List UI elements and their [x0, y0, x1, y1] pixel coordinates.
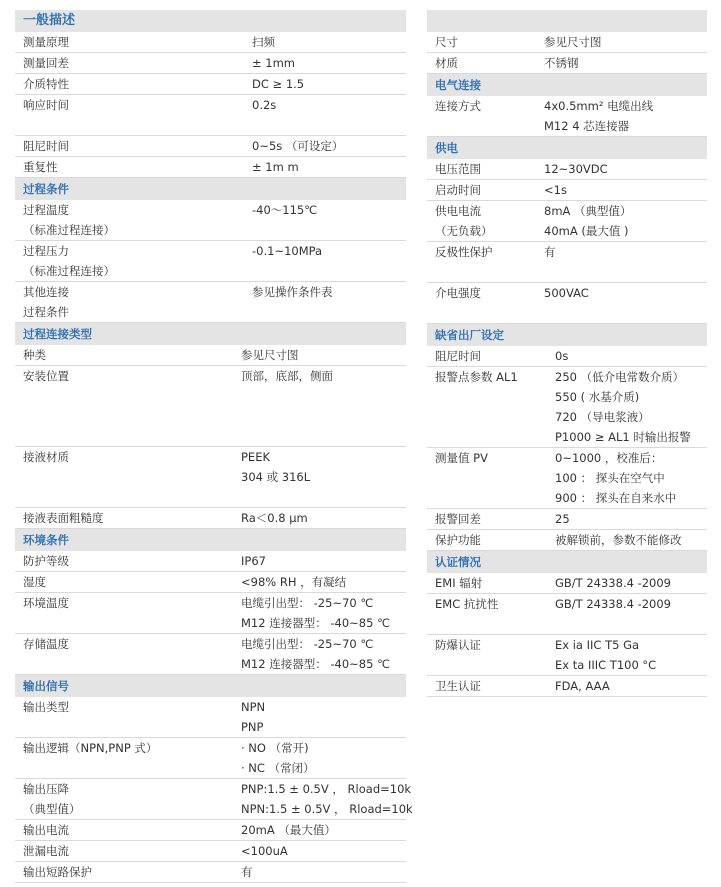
spec-line: [15, 634, 406, 654]
spec-line: [15, 779, 412, 799]
spec-value: Ex ia IIC T5 Ga: [555, 638, 640, 652]
spec-line: [15, 115, 406, 135]
spec-line: [15, 32, 406, 52]
spec-value: <1s: [544, 183, 567, 197]
spec-label: 防爆认证: [435, 638, 481, 652]
spec-line: [427, 367, 707, 387]
spec-line: [15, 613, 406, 633]
spec-label: 安装位置: [23, 369, 69, 383]
spec-value: 0~1000 ，校准后：: [555, 451, 663, 465]
spec-value: 20mA （最大值）: [241, 823, 336, 837]
spec-label: 保护功能: [435, 533, 481, 547]
spec-label: 报警点参数 AL1: [435, 370, 518, 384]
spec-row: [15, 841, 406, 862]
section-header: 过程连接类型: [15, 323, 406, 345]
spec-value: 720 （导电浆液）: [555, 410, 650, 424]
spec-row: [427, 32, 707, 53]
spec-line: [15, 467, 406, 487]
spec-label: 输出压降: [23, 782, 69, 796]
spec-value: 不锈钢: [544, 56, 579, 70]
spec-line: [427, 96, 707, 116]
spec-value: 8mA （典型值）: [544, 204, 632, 218]
spec-label: 报警回差: [435, 512, 481, 526]
spec-value: 4x0.5mm² 电缆出线: [544, 99, 654, 113]
spec-row: [15, 572, 406, 593]
spec-line: [427, 676, 707, 696]
spec-row: [427, 159, 707, 180]
spec-line: [15, 386, 406, 406]
spec-line: [15, 282, 406, 302]
spec-value: 电缆引出型： -25~70 ℃: [241, 637, 374, 651]
spec-section: [427, 137, 707, 324]
spec-value: 550 ( 水基介质): [555, 390, 640, 404]
spec-line: [427, 221, 707, 241]
spec-row: [15, 282, 406, 323]
spec-label: 供电电流: [435, 204, 481, 218]
spec-label: EMI 辐射: [435, 576, 483, 590]
spec-label: （无负载）: [435, 224, 493, 238]
spec-value: 100 ： 探头在空气中: [555, 471, 665, 485]
spec-value: -40～115℃: [252, 203, 318, 217]
spec-line: [15, 200, 406, 220]
spec-label: 湿度: [23, 575, 46, 589]
spec-label: 输出逻辑（NPN,PNP 式）: [23, 741, 158, 755]
spec-line: [15, 654, 406, 674]
section-header: 环境条件: [15, 529, 406, 551]
spec-label: 介质特性: [23, 77, 69, 91]
spec-row: [427, 242, 707, 283]
spec-row: [15, 779, 413, 820]
spec-row: [427, 53, 707, 74]
spec-section: [427, 10, 707, 74]
spec-row: [427, 509, 707, 530]
spec-section: [427, 74, 707, 137]
section-header: 输出信号: [15, 675, 406, 697]
spec-value: 扫频: [252, 35, 275, 49]
spec-row: [15, 551, 406, 572]
section-header: [427, 10, 707, 32]
spec-line: [15, 508, 406, 528]
spec-value: 900 ： 探头在自来水中: [555, 491, 677, 505]
spec-row: [427, 346, 707, 367]
spec-row: [15, 366, 406, 447]
spec-section: [427, 324, 707, 551]
spec-value: 电缆引出型： -25~70 ℃: [241, 596, 374, 610]
spec-value: 有: [544, 245, 556, 259]
spec-value: 25: [555, 512, 570, 526]
spec-row: [15, 738, 406, 779]
left-spec-column: [15, 10, 413, 883]
spec-label: EMC 抗扰性: [435, 597, 499, 611]
spec-line: [15, 366, 406, 386]
spec-line: [427, 32, 707, 52]
spec-value: 12~30VDC: [544, 162, 608, 176]
spec-label: 电压范围: [435, 162, 481, 176]
section-header: 缺省出厂设定: [427, 324, 707, 346]
spec-value: 0.2s: [252, 98, 277, 112]
spec-line: [427, 468, 707, 488]
spec-label: 其他连接: [23, 285, 69, 299]
spec-row: [15, 53, 406, 74]
spec-line: [15, 74, 406, 94]
spec-label: 过程温度: [23, 203, 69, 217]
spec-section: [427, 551, 707, 697]
spec-value: Ra＜0.8 μm: [241, 511, 308, 525]
spec-row: [15, 447, 406, 508]
spec-line: [427, 53, 707, 73]
spec-value: 500VAC: [544, 286, 589, 300]
spec-label: 种类: [23, 348, 46, 362]
spec-line: [15, 593, 406, 613]
spec-label: 阻尼时间: [23, 139, 69, 153]
section-header: 供电: [427, 137, 707, 159]
spec-value: PNP: [241, 720, 264, 734]
spec-line: [427, 655, 707, 675]
spec-value: GB/T 24338.4 -2009: [555, 576, 671, 590]
spec-row: [15, 32, 406, 53]
spec-value: PNP:1.5 ± 0.5V ， Rload=10k: [241, 782, 412, 796]
spec-value: 顶部，底部，侧面: [241, 369, 333, 383]
spec-row: [15, 862, 406, 883]
spec-line: [15, 551, 406, 571]
spec-row: [15, 634, 406, 675]
spec-line: [15, 261, 406, 281]
spec-label: 重复性: [23, 160, 58, 174]
spec-label: 过程条件: [23, 305, 69, 319]
spec-row: [15, 74, 406, 95]
spec-label: 卫生认证: [435, 679, 481, 693]
spec-value: 参见尺寸图: [241, 348, 299, 362]
spec-label: 接液材质: [23, 450, 69, 464]
spec-row: [427, 367, 707, 448]
spec-line: [427, 573, 707, 593]
spec-value: DC ≥ 1.5: [252, 77, 305, 91]
spec-line: [15, 799, 413, 819]
spec-value: 40mA (最大值 ): [544, 224, 629, 238]
spec-line: [427, 346, 707, 366]
spec-line: [15, 487, 406, 507]
spec-value: 参见尺寸图: [544, 35, 602, 49]
spec-value: <100uA: [241, 844, 288, 858]
spec-label: 接液表面粗糙度: [23, 511, 104, 525]
spec-row: [15, 508, 406, 529]
spec-value: 有: [241, 865, 253, 879]
spec-line: [15, 53, 406, 73]
spec-row: [15, 345, 406, 366]
spec-line: [15, 697, 406, 717]
spec-label: 泄漏电流: [23, 844, 69, 858]
spec-label: 介电强度: [435, 286, 481, 300]
spec-label: 输出电流: [23, 823, 69, 837]
spec-value: NPN:1.5 ± 0.5V ， Rload=10k: [241, 802, 413, 816]
spec-value: -0.1~10MPa: [252, 244, 323, 258]
section-header: 认证情况: [427, 551, 707, 573]
spec-section: [15, 178, 406, 323]
spec-value: · NO （常开): [241, 741, 309, 755]
spec-row: [427, 594, 707, 635]
spec-value: ± 1m m: [252, 160, 299, 174]
spec-line: [15, 157, 406, 177]
spec-line: [15, 426, 406, 446]
section-header: 电气连接: [427, 74, 707, 96]
spec-line: [427, 448, 707, 468]
spec-value: P1000 ≥ AL1 时输出报警: [555, 430, 691, 444]
spec-value: 304 或 316L: [241, 470, 311, 484]
spec-section: [15, 529, 406, 675]
spec-label: 阻尼时间: [435, 349, 481, 363]
spec-value: 0s: [555, 349, 569, 363]
spec-line: [427, 201, 707, 221]
spec-line: [427, 509, 707, 529]
spec-line: [427, 427, 707, 447]
spec-row: [427, 96, 707, 137]
spec-line: [427, 488, 707, 508]
section-header: 一般描述: [15, 10, 406, 32]
spec-line: [427, 180, 707, 200]
spec-value: ± 1mm: [252, 56, 296, 70]
right-spec-column: [427, 10, 707, 697]
spec-line: [427, 242, 707, 262]
spec-line: [427, 635, 707, 655]
spec-row: [427, 635, 707, 676]
spec-label: 环境温度: [23, 596, 69, 610]
spec-value: PEEK: [241, 450, 271, 464]
spec-label: 测量值 PV: [435, 451, 488, 465]
spec-label: 响应时间: [23, 98, 69, 112]
section-header: 过程条件: [15, 178, 406, 200]
spec-line: [15, 95, 406, 115]
spec-line: [427, 303, 707, 323]
spec-value: <98% RH ，有凝结: [241, 575, 347, 589]
spec-value: IP67: [241, 554, 266, 568]
spec-value: NPN: [241, 700, 266, 714]
spec-line: [15, 841, 406, 861]
spec-line: [15, 220, 406, 240]
spec-value: 参见操作条件表: [252, 285, 333, 299]
spec-row: [427, 201, 707, 242]
spec-label: 材质: [435, 56, 458, 70]
spec-line: [15, 241, 406, 261]
spec-row: [15, 593, 406, 634]
spec-row: [427, 180, 707, 201]
spec-line: [15, 572, 406, 592]
spec-row: [427, 283, 707, 324]
spec-label: （标准过程连接）: [23, 264, 115, 278]
spec-label: （标准过程连接）: [23, 223, 115, 237]
spec-label: 启动时间: [435, 183, 481, 197]
spec-section: [15, 10, 406, 178]
spec-row: [15, 157, 406, 178]
spec-section: [15, 323, 406, 529]
spec-value: FDA, AAA: [555, 679, 610, 693]
spec-line: [15, 406, 406, 426]
spec-row: [15, 136, 406, 157]
spec-row: [15, 200, 406, 241]
spec-label: 测量回差: [23, 56, 69, 70]
spec-line: [15, 136, 406, 156]
spec-label: 过程压力: [23, 244, 69, 258]
spec-value: GB/T 24338.4 -2009: [555, 597, 671, 611]
spec-line: [427, 283, 707, 303]
spec-row: [15, 697, 406, 738]
spec-value: 被解锁前，参数不能修改: [555, 533, 682, 547]
spec-line: [15, 345, 406, 365]
spec-line: [427, 614, 707, 634]
spec-line: [427, 530, 707, 550]
spec-value: 0~5s （可设定）: [252, 139, 344, 153]
spec-line: [15, 447, 406, 467]
spec-value: Ex ta IIIC T100 °C: [555, 658, 657, 672]
spec-line: [15, 302, 406, 322]
spec-row: [427, 530, 707, 551]
spec-label: 尺寸: [435, 35, 458, 49]
spec-line: [427, 262, 707, 282]
spec-row: [427, 573, 707, 594]
spec-label: 输出类型: [23, 700, 69, 714]
spec-line: [427, 407, 707, 427]
spec-line: [427, 594, 707, 614]
spec-value: M12 连接器型： -40~85 ℃: [241, 616, 390, 630]
spec-line: [15, 862, 406, 882]
spec-row: [15, 95, 406, 136]
spec-line: [427, 159, 707, 179]
spec-label: 防护等级: [23, 554, 69, 568]
spec-label: 测量原理: [23, 35, 69, 49]
spec-line: [427, 387, 707, 407]
spec-label: 存储温度: [23, 637, 69, 651]
spec-row: [427, 448, 707, 509]
spec-row: [427, 676, 707, 697]
spec-label: 输出短路保护: [23, 865, 92, 879]
spec-line: [15, 738, 406, 758]
spec-row: [15, 241, 406, 282]
spec-line: [15, 758, 406, 778]
spec-value: M12 连接器型： -40~85 ℃: [241, 657, 390, 671]
spec-label: 连接方式: [435, 99, 481, 113]
spec-row: [15, 820, 406, 841]
spec-value: M12 4 芯连接器: [544, 119, 630, 133]
spec-section: [15, 675, 413, 883]
spec-line: [15, 717, 406, 737]
spec-line: [15, 820, 406, 840]
spec-value: 250 （低介电常数介质）: [555, 370, 685, 384]
spec-label: （典型值）: [23, 802, 81, 816]
spec-label: 反极性保护: [435, 245, 493, 259]
spec-line: [427, 116, 707, 136]
spec-value: · NC （常闭）: [241, 761, 315, 775]
